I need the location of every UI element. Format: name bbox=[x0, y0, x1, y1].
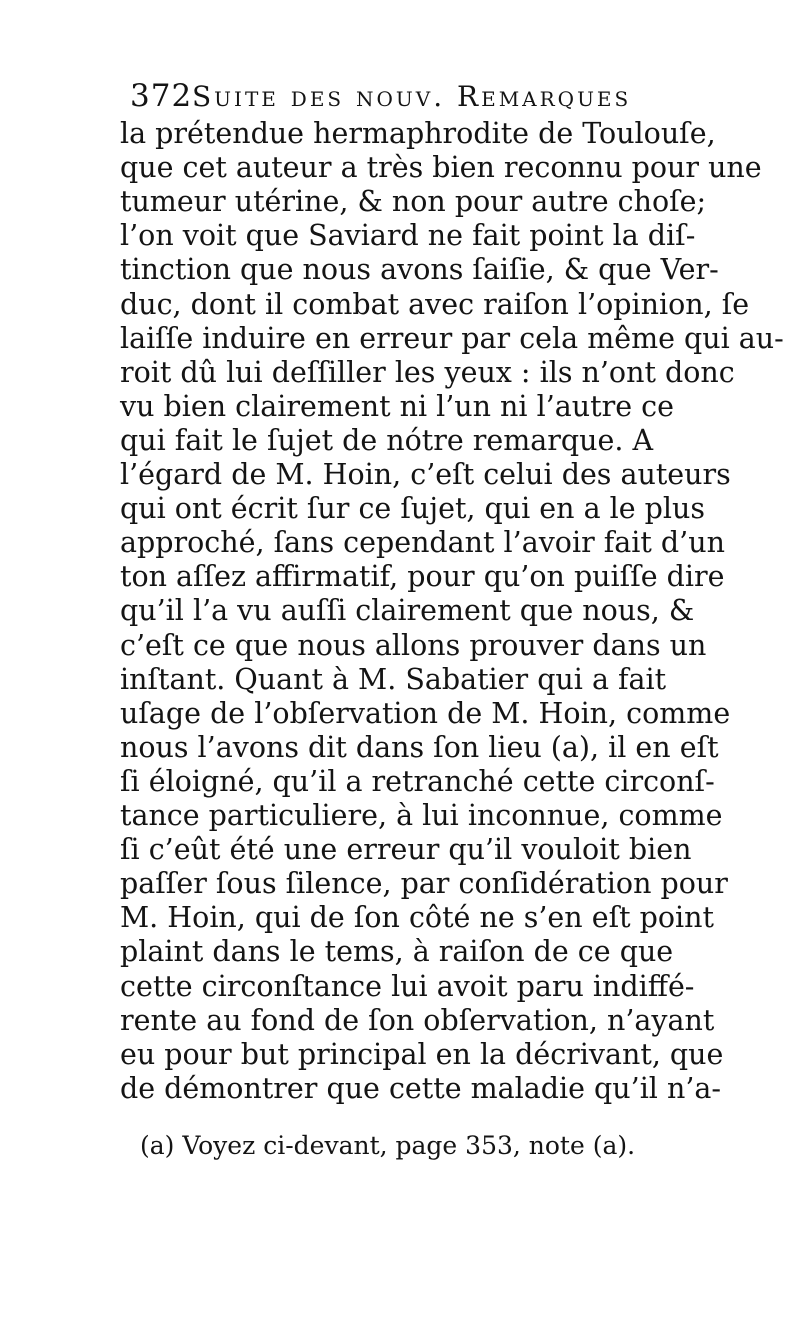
text-line: laiſſe induire en erreur par cela même qui au- bbox=[120, 321, 784, 355]
text-line: tumeur utérine, & non pour autre choſe; bbox=[120, 185, 707, 219]
text-line: M. Hoin, qui de ſon côté ne s’en eſt point bbox=[120, 901, 714, 935]
text-line: l’égard de M. Hoin, c’eſt celui des auteurs bbox=[120, 458, 731, 491]
text-line: roit dû lui deſſiller les yeux : ils n’ont donc bbox=[120, 355, 735, 389]
text-line: tance particuliere, à lui inconnue, comme bbox=[120, 799, 723, 832]
text-line: nous l’avons dit dans ſon lieu (a), il en eſt bbox=[120, 730, 719, 764]
page-number: 372 bbox=[130, 78, 193, 114]
text-line: uſage de l’obſervation de M. Hoin, comme bbox=[120, 696, 731, 730]
text-line: ſi éloigné, qu’il a retranché cette circonſ- bbox=[120, 764, 715, 798]
text-line: vu bien clairement ni l’un ni l’autre ce bbox=[120, 389, 674, 423]
text-line: approché, ſans cependant l’avoir fait d’un bbox=[120, 526, 725, 560]
text-line: la prétendue hermaphrodite de Toulouſe, bbox=[120, 117, 716, 150]
text-line: duc, dont il combat avec raiſon l’opinion, ſe bbox=[120, 287, 750, 321]
text-line: qu’il l’a vu auſſi clairement que nous, & bbox=[120, 594, 695, 628]
text-line: cette circonſtance lui avoit paru indiffé- bbox=[120, 969, 695, 1003]
text-line: inſtant. Quant à M. Sabatier qui a fait bbox=[120, 662, 667, 696]
text-line: qui fait le ſujet de nótre remarque. A bbox=[120, 423, 654, 457]
text-line: que cet auteur a très bien reconnu pour une bbox=[120, 151, 762, 185]
text-line: paſſer ſous ſilence, par conſidération pour bbox=[120, 867, 728, 901]
footnote: (a) Voyez ci-devant, page 353, note (a). bbox=[140, 1131, 636, 1160]
text-line: ſi c’eût été une erreur qu’il vouloit bien bbox=[120, 833, 692, 867]
text-line: c’eſt ce que nous allons prouver dans un bbox=[120, 628, 707, 662]
text-line: eu pour but principal en la décrivant, que bbox=[120, 1037, 724, 1071]
running-title: Suite des nouv. Remarques bbox=[192, 80, 632, 113]
text-line: rente au fond de ſon obſervation, n’ayant bbox=[120, 1003, 715, 1037]
text-line: plaint dans le tems, à raiſon de ce que bbox=[120, 935, 674, 969]
text-line: tinction que nous avons ſaiſie, & que Ver- bbox=[120, 253, 719, 287]
text-line: l’on voit que Saviard ne fait point la diſ- bbox=[120, 219, 696, 253]
text-line: ton aſſez affirmatif, pour qu’on puiſſe dire bbox=[120, 560, 725, 594]
text-line: de démontrer que cette maladie qu’il n’a- bbox=[120, 1071, 722, 1105]
text-line: qui ont écrit ſur ce ſujet, qui en a le plus bbox=[120, 492, 706, 526]
